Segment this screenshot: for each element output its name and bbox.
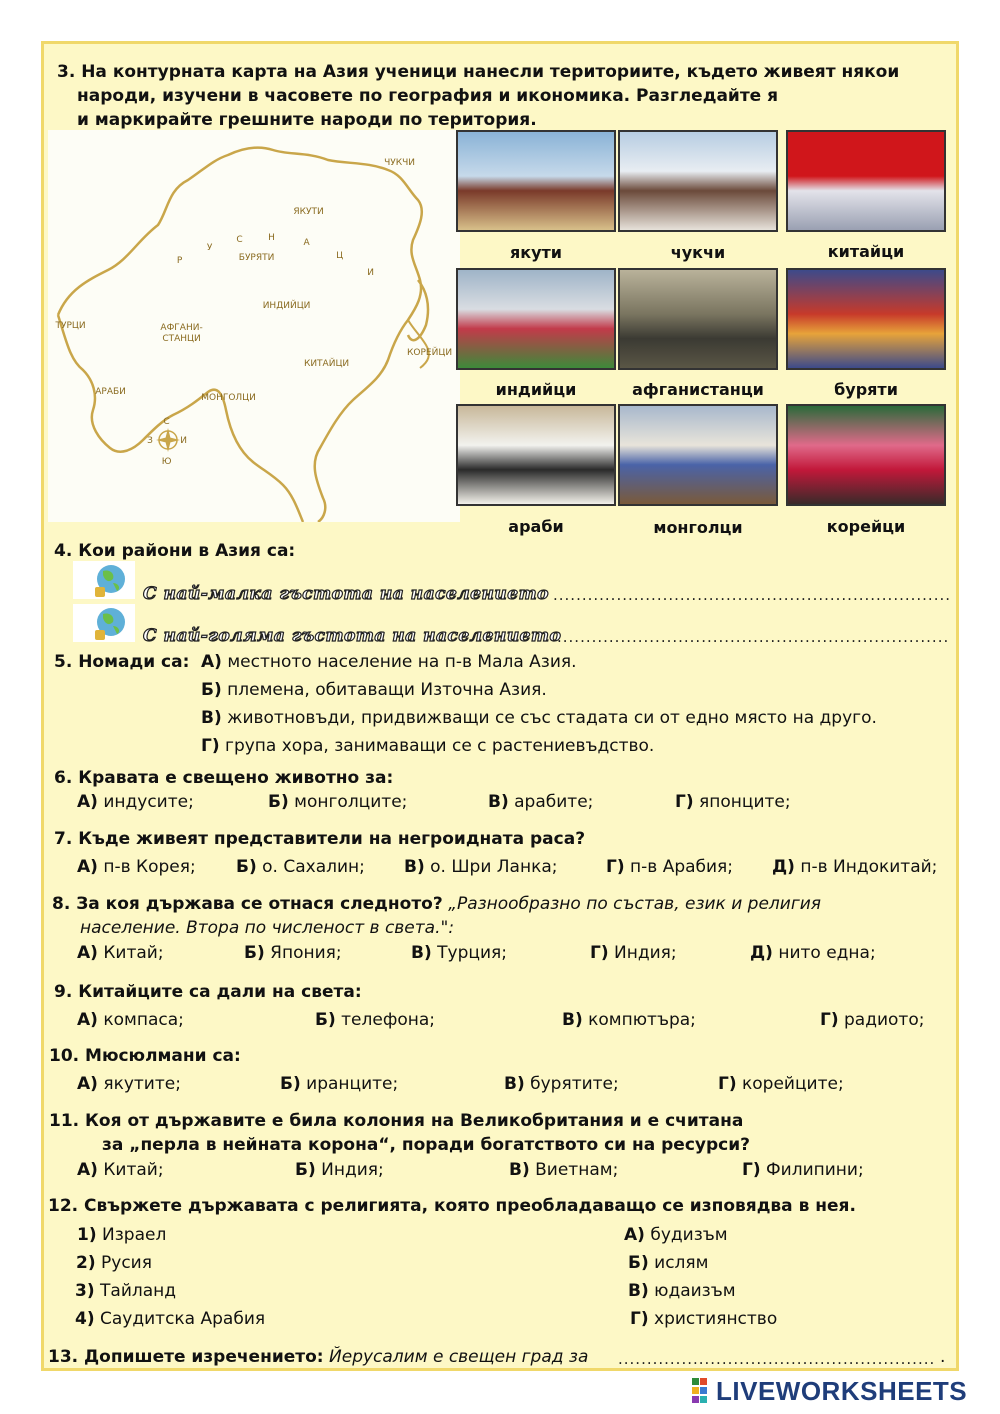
q9-title: 9. Китайците са дали на света: — [54, 982, 362, 1002]
photo-indiytsi — [456, 268, 616, 370]
map-label-koreytsi: КОРЕЙЦИ — [407, 348, 453, 358]
compass-w: З — [147, 436, 153, 446]
q9-option-a[interactable]: А) компаса; — [77, 1010, 184, 1030]
compass-n: С — [163, 417, 170, 427]
asia-map-outline — [48, 130, 460, 522]
q7-option-b[interactable]: Б) о. Сахалин; — [236, 857, 365, 877]
map-label-yakuti: ЯКУТИ — [293, 207, 324, 217]
q8-option-v[interactable]: В) Турция; — [411, 943, 507, 963]
liveworksheets-logo-icon — [692, 1376, 716, 1406]
q5-option-g-letter[interactable]: Г) — [201, 736, 220, 756]
photo-koreytsi — [786, 404, 946, 506]
q4-title: 4. Кои райони в Азия са: — [54, 541, 296, 561]
map-label-n: Н — [268, 233, 275, 243]
q13-sentence-end: . — [940, 1347, 946, 1367]
q12-left-item-2[interactable]: 2) Русия — [76, 1253, 152, 1273]
photo-afganistantsi — [618, 268, 778, 370]
q12-right-item-a[interactable]: А) будизъм — [624, 1225, 728, 1245]
q8-title: 8. За коя държава се отнася следното? — [52, 894, 443, 914]
q10-option-b[interactable]: Б) иранците; — [280, 1074, 399, 1094]
photo-mongoltsi — [618, 404, 778, 506]
q7-option-g[interactable]: Г) п-в Арабия; — [606, 857, 734, 877]
map-label-ts: Ц — [336, 251, 344, 261]
q6-title: 6. Кравата е свещено животно за: — [54, 768, 394, 788]
q10-option-v[interactable]: В) бурятите; — [504, 1074, 619, 1094]
q10-option-a[interactable]: А) якутите; — [77, 1074, 181, 1094]
q8-option-b[interactable]: Б) Япония; — [244, 943, 342, 963]
caption-arabi: араби — [508, 517, 564, 536]
q4-item1-label: С най-малка гъстота на населението — [143, 584, 549, 604]
map-label-kitaytsi: КИТАЙЦИ — [303, 359, 350, 369]
q7-option-d[interactable]: Д) п-в Индокитай; — [772, 857, 938, 877]
liveworksheets-logo-text: LIVEWORKSHEETS — [716, 1375, 968, 1406]
photo-chukchi — [618, 130, 778, 232]
caption-afganistantsi: афганистанци — [632, 380, 764, 399]
q6-option-g[interactable]: Г) японците; — [675, 792, 791, 812]
q13-sentence: Йерусалим е свещен град за — [329, 1347, 589, 1367]
q8-option-g[interactable]: Г) Индия; — [590, 943, 677, 963]
caption-indiytsi: индийци — [495, 380, 577, 399]
photo-arabi — [456, 404, 616, 506]
q5-option-a-text[interactable]: местното население на п-в Мала Азия. — [227, 652, 577, 672]
map-label-afgan1: АФГАНИ- — [160, 323, 203, 333]
q12-left-item-1[interactable]: 1) Израел — [77, 1225, 167, 1245]
q9-option-b[interactable]: Б) телефона; — [315, 1010, 436, 1030]
q10-title: 10. Мюсюлмани са: — [49, 1046, 241, 1066]
caption-kitaytsi: китайци — [827, 242, 905, 261]
globe-icon — [73, 561, 135, 599]
q6-option-a[interactable]: А) индусите; — [77, 792, 194, 812]
q8-option-d[interactable]: Д) нито една; — [750, 943, 876, 963]
asia-contour-map — [48, 130, 460, 522]
svg-text:ЧУКЧИ ЯКУТИ Р — [54, 158, 454, 467]
globe-icon — [73, 604, 135, 642]
q3-text-line3: и маркирайте грешните народи по територия. — [77, 110, 537, 130]
q11-option-b[interactable]: Б) Индия; — [295, 1160, 384, 1180]
q5-title: 5. Номади са: — [54, 652, 190, 672]
q3-text-line1: 3. На контурната карта на Азия ученици нанесли териториите, където живеят някои — [57, 62, 900, 82]
asia-southern-coast — [58, 315, 303, 522]
q12-right-item-g[interactable]: Г) християнство — [630, 1309, 778, 1329]
map-label-u: У — [206, 243, 213, 253]
q11-option-v[interactable]: В) Виетнам; — [509, 1160, 619, 1180]
map-label-indiytsi: ИНДИЙЦИ — [262, 301, 311, 311]
q8-quote-line2: население. Втора по численост в света.": — [80, 918, 455, 938]
asia-coastline — [58, 148, 428, 522]
map-label-buryati: БУРЯТИ — [238, 253, 275, 263]
q8-quote-line1: „Разнообразно по състав, език и религия — [448, 894, 822, 914]
q9-option-g[interactable]: Г) радиото; — [820, 1010, 925, 1030]
q4-item2-label: С най-голяма гъстота на населението — [143, 626, 562, 646]
q6-option-b[interactable]: Б) монголците; — [268, 792, 408, 812]
q4-answer2-line[interactable] — [557, 628, 949, 646]
q7-option-a[interactable]: А) п-в Корея; — [77, 857, 196, 877]
compass-rose-icon — [156, 428, 180, 452]
q3-text-line2: народи, изучени в часовете по география и икономика. Разгледайте я — [77, 86, 779, 106]
caption-chukchi: чукчи — [670, 243, 726, 262]
q7-option-v[interactable]: В) о. Шри Ланка; — [404, 857, 558, 877]
map-label-a: А — [303, 238, 310, 248]
q10-option-g[interactable]: Г) корейците; — [718, 1074, 844, 1094]
q12-title: 12. Свържете държавата с религията, която преобладаващо се изповядва в нея. — [48, 1196, 856, 1216]
caption-buryati: буряти — [834, 380, 898, 399]
q5-option-b-letter[interactable]: Б) — [201, 680, 222, 700]
q5-option-b-text[interactable]: племена, обитаващи Източна Азия. — [227, 680, 547, 700]
q11-title-line2: за „перла в нейната корона“, поради богатството си на ресурси? — [102, 1135, 751, 1155]
q5-option-g-text[interactable]: група хора, занимаващи се с растениевъдство. — [225, 736, 655, 756]
map-label-arabi: АРАБИ — [95, 387, 126, 397]
photo-yakuti — [456, 130, 616, 232]
map-label-s: С — [236, 235, 243, 245]
q11-title-line1: 11. Коя от държавите е била колония на Великобритания и е считана — [49, 1111, 744, 1131]
q6-option-v[interactable]: В) арабите; — [488, 792, 594, 812]
map-label-chukchi: ЧУКЧИ — [384, 158, 416, 168]
photo-kitaytsi — [786, 130, 946, 232]
q5-option-a-letter[interactable]: А) — [201, 652, 222, 672]
q12-left-item-4[interactable]: 4) Саудитска Арабия — [75, 1309, 266, 1329]
q13-answer-line[interactable] — [618, 1350, 936, 1368]
q12-right-item-v[interactable]: В) юдаизъм — [628, 1281, 736, 1301]
compass-e: И — [180, 436, 187, 446]
q4-answer1-line[interactable] — [553, 586, 951, 604]
map-label-i: И — [367, 268, 374, 278]
caption-koreytsi: корейци — [826, 517, 906, 536]
caption-yakuti: якути — [509, 243, 563, 262]
q11-option-a[interactable]: А) Китай; — [77, 1160, 164, 1180]
q8-option-a[interactable]: А) Китай; — [77, 943, 164, 963]
map-label-r: Р — [176, 256, 183, 266]
caption-mongoltsi: монголци — [653, 518, 743, 537]
q12-left-item-3[interactable]: 3) Тайланд — [75, 1281, 177, 1301]
q13-title: 13. Допишете изречението: — [48, 1347, 324, 1367]
q5-option-v-text[interactable]: животновъди, придвижващи се със стадата си от едно място на друго. — [227, 708, 877, 728]
liveworksheets-logo[interactable] — [692, 1376, 967, 1406]
q11-option-g[interactable]: Г) Филипини; — [742, 1160, 864, 1180]
q7-title: 7. Къде живеят представители на негроидната раса? — [54, 829, 586, 849]
map-label-turtsi: ТУРЦИ — [55, 321, 86, 331]
map-label-mongoltsi: МОНГОЛЦИ — [201, 393, 256, 403]
map-label-afgan2: СТАНЦИ — [162, 334, 201, 344]
q12-right-item-b[interactable]: Б) ислям — [628, 1253, 709, 1273]
q5-option-v-letter[interactable]: В) — [201, 708, 222, 728]
photo-buryati — [786, 268, 946, 370]
q9-option-v[interactable]: В) компютъра; — [562, 1010, 696, 1030]
compass-s: Ю — [161, 457, 172, 467]
